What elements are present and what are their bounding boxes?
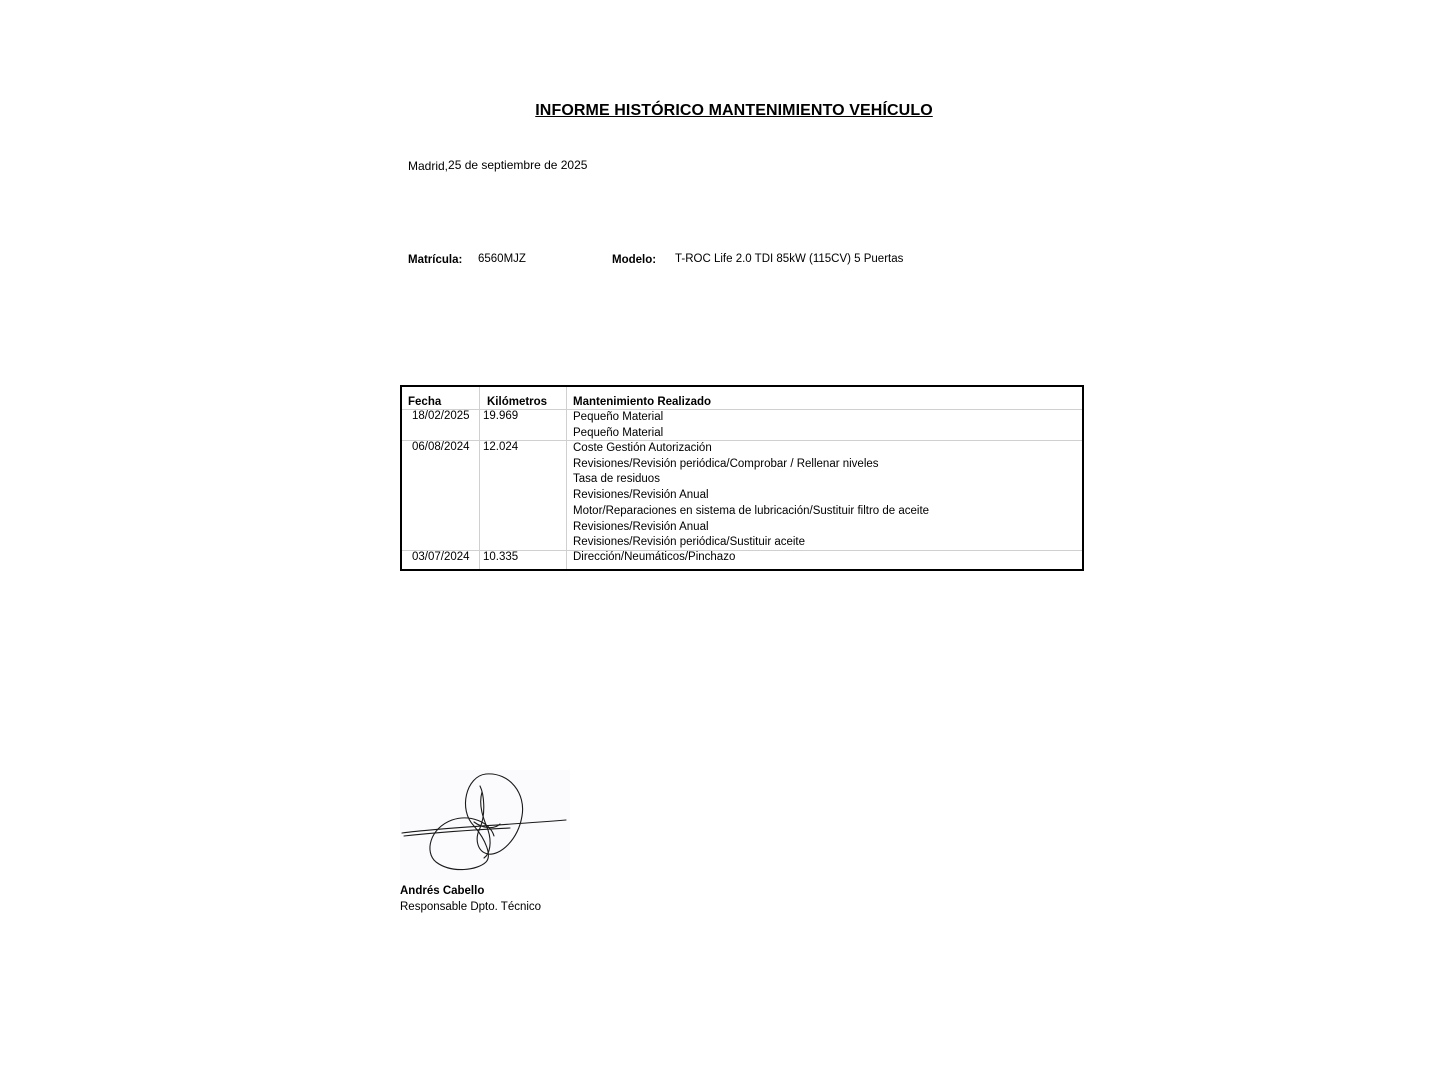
signer-name: Andrés Cabello: [400, 885, 485, 897]
maintenance-item: Revisiones/Revisión Anual: [573, 520, 709, 533]
report-date: 25 de septiembre de 2025: [448, 158, 588, 172]
maintenance-item: Tasa de residuos: [573, 473, 660, 486]
row-2-items: [573, 441, 929, 551]
header-maintenance: Mantenimiento Realizado: [573, 396, 712, 408]
maintenance-item: Pequeño Material: [573, 426, 664, 439]
header-km: Kilómetros: [487, 396, 548, 408]
column-divider: [566, 387, 567, 569]
header-date: Fecha: [408, 396, 442, 408]
place-and-date: [408, 158, 587, 172]
row-1-items: [573, 410, 663, 441]
row-1-date: 18/02/2025: [412, 410, 470, 422]
row-3-km: 10.335: [483, 551, 519, 563]
maintenance-item: Revisiones/Revisión periódica/Comprobar / Rellenar niveles: [573, 457, 879, 470]
signer-role: Responsable Dpto. Técnico: [400, 901, 542, 913]
maintenance-item: Motor/Reparaciones en sistema de lubricación/Sustituir filtro de aceite: [573, 504, 930, 517]
model-value: T-ROC Life 2.0 TDI 85kW (115CV) 5 Puertas: [675, 253, 904, 265]
maintenance-item: Dirección/Neumáticos/Pinchazo: [573, 551, 736, 563]
model-label: Modelo:: [612, 254, 657, 266]
maintenance-table: [400, 385, 1084, 571]
row-3-date: 03/07/2024: [412, 551, 470, 563]
maintenance-item: Pequeño Material: [573, 411, 664, 423]
row-2-km: 12.024: [483, 441, 519, 453]
row-2-date: 06/08/2024: [412, 441, 470, 453]
row-1-km: 19.969: [483, 410, 519, 422]
signature-image: [400, 770, 570, 880]
maintenance-item: Coste Gestión Autorización: [573, 442, 712, 454]
report-title: INFORME HISTÓRICO MANTENIMIENTO VEHÍCULO: [535, 102, 933, 119]
maintenance-item: Revisiones/Revisión Anual: [573, 489, 709, 502]
city: Madrid,: [408, 159, 449, 173]
row-3-items: [573, 550, 735, 566]
plate-value: 6560MJZ: [478, 253, 526, 265]
signature-scribble: [400, 770, 570, 880]
plate-label: Matrícula:: [408, 254, 463, 266]
maintenance-item: Revisiones/Revisión periódica/Sustituir aceite: [573, 536, 806, 549]
column-divider: [479, 387, 480, 569]
